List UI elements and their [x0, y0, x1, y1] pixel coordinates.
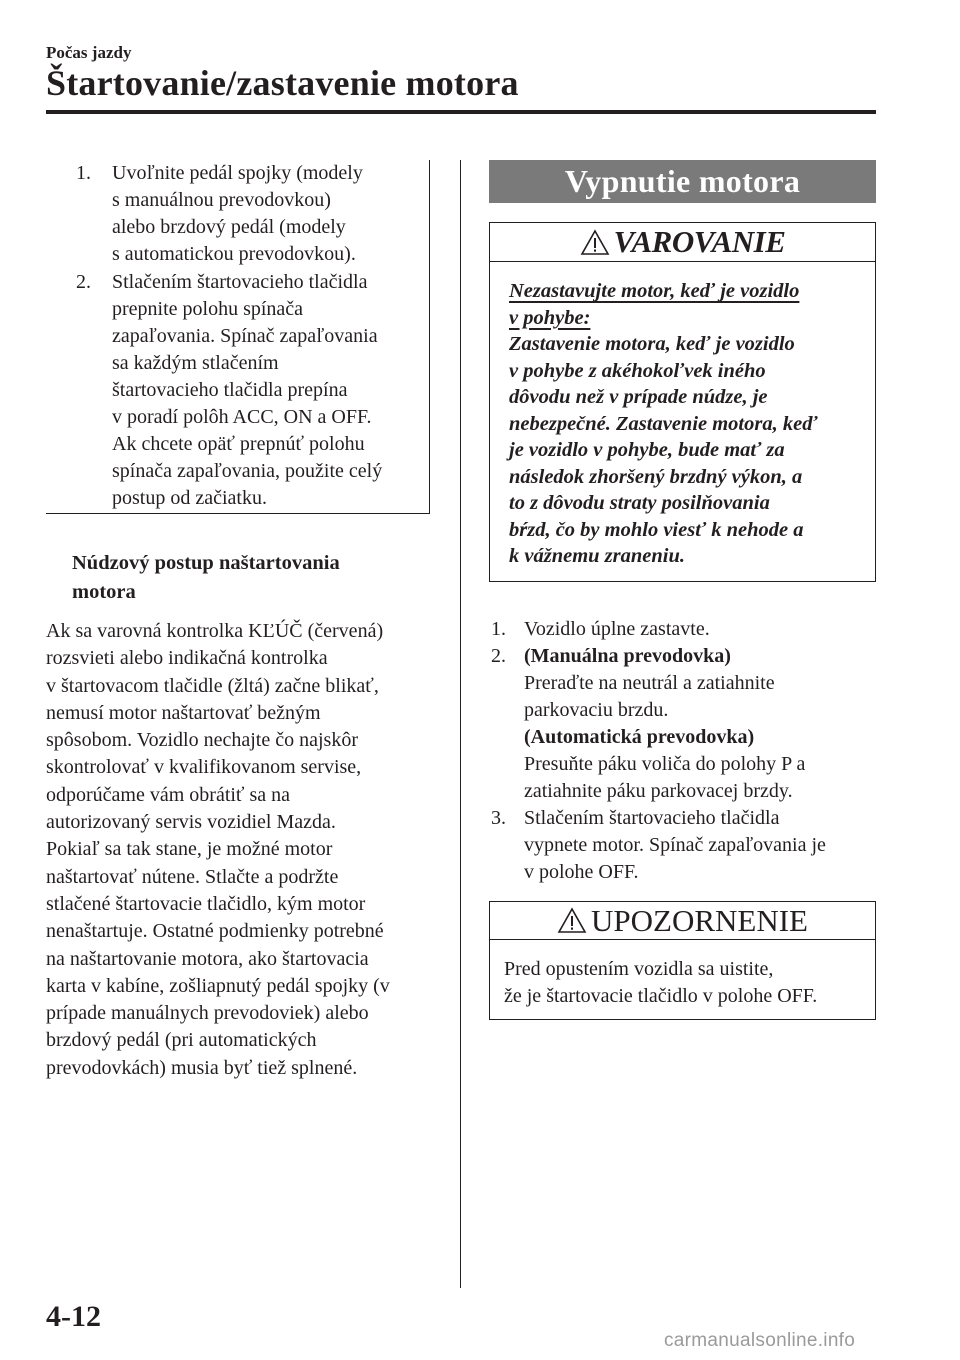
step-line: Stlačením štartovacieho tlačidla — [112, 271, 368, 293]
step-line: alebo brzdový pedál (modely — [112, 216, 346, 238]
step-line: prepnite polohu spínača — [112, 298, 304, 320]
step-number: 1. — [76, 162, 91, 184]
step-line: vypnete motor. Spínač zapaľovania je — [524, 834, 826, 856]
caution-box — [489, 901, 876, 1020]
step-line: Preraďte na neutrál a zatiahnite — [524, 672, 775, 694]
step-line: postup od začiatku. — [112, 487, 267, 509]
caution-header — [490, 902, 875, 940]
step-text — [524, 805, 864, 886]
emergency-start-paragraph — [46, 618, 430, 1082]
step-line: zatiahnite páku parkovacej brzdy. — [524, 780, 793, 802]
warning-line: dôvodu než v prípade núdze, je — [509, 386, 768, 408]
warning-underlined-line: v pohybe: — [509, 306, 591, 329]
paragraph-line: Ak sa varovná kontrolka KĽÚČ (červená) — [46, 620, 384, 642]
paragraph-line: karta v kabíne, zošliapnutý pedál spojky (v — [46, 974, 390, 997]
step-line: parkovaciu brzdu. — [524, 699, 669, 721]
column-divider — [460, 160, 461, 1288]
page-number: 4-12 — [46, 1300, 101, 1333]
step-line: Presuňte páku voliča do polohy P a — [524, 753, 806, 775]
caution-line: Pred opustením vozidla sa uistite, — [504, 958, 774, 980]
paragraph-line: naštartovať nútene. Stlačte a podržte — [46, 865, 339, 888]
chapter-label: Počas jazdy — [46, 43, 132, 62]
step-text — [112, 269, 422, 512]
warning-line: nebezpečné. Zastavenie motora, keď — [509, 412, 818, 435]
caution-triangle-icon — [557, 907, 587, 934]
step-line: sa každým stlačením — [112, 352, 279, 374]
step-number: 2. — [491, 645, 506, 667]
step-line: zapaľovania. Spínač zapaľovania — [112, 325, 378, 347]
step-line: v polohe OFF. — [524, 861, 639, 883]
paragraph-line: autorizovaný servis vozidiel Mazda. — [46, 811, 336, 834]
step-number: 2. — [76, 271, 91, 293]
warning-line: k vážnemu zraneniu. — [509, 545, 686, 567]
caution-label: UPOZORNENIE — [591, 902, 808, 938]
paragraph-line: rozsvieti alebo indikačná kontrolka — [46, 647, 328, 670]
paragraph-line: nenaštartuje. Ostatné podmienky potrebné — [46, 920, 384, 943]
watermark: carmanualsonline.info — [664, 1330, 856, 1351]
step-line: s manuálnou prevodovkou) — [112, 189, 331, 211]
step-number: 1. — [491, 618, 506, 640]
step-line: Ak chcete opäť prepnúť polohu — [112, 433, 365, 455]
warning-box — [489, 222, 876, 582]
caution-line: že je štartovacie tlačidlo v polohe OFF. — [504, 985, 818, 1007]
warning-label: VAROVANIE — [613, 224, 786, 259]
warning-triangle-icon — [580, 229, 610, 256]
step-line: Uvoľnite pedál spojky (modely — [112, 162, 363, 184]
warning-underlined-line: Nezastavujte motor, keď je vozidlo — [509, 280, 800, 302]
paragraph-line: spôsobom. Vozidlo nechajte čo najskôr — [46, 729, 358, 752]
warning-line: je vozidlo v pohybe, bude mať za — [509, 439, 785, 461]
warning-line: Zastavenie motora, keď je vozidlo — [509, 333, 795, 355]
step-line: v poradí polôh ACC, ON a OFF. — [112, 406, 372, 428]
emergency-start-heading: Núdzový postup naštartovania motora — [72, 552, 340, 603]
step-line: štartovacieho tlačidla prepína — [112, 379, 348, 401]
caution-content — [490, 940, 875, 1010]
step-text — [524, 643, 864, 805]
continued-steps-box — [46, 160, 430, 514]
warning-line: bŕzd, čo by mohlo viesť k nehode a — [509, 518, 804, 541]
paragraph-line: Pokiaľ sa tak stane, je možné motor — [46, 838, 333, 861]
paragraph-line: na naštartovanie motora, ako štartovacia — [46, 947, 369, 970]
paragraph-line: skontrolovať v kvalifikovanom servise, — [46, 756, 362, 779]
header-rule — [46, 110, 876, 114]
step-line: Stlačením štartovacieho tlačidla — [524, 807, 780, 829]
section-title: Vypnutie motora — [564, 163, 801, 199]
manual-transmission-heading: (Manuálna prevodovka) — [524, 645, 731, 667]
step-text — [112, 160, 422, 268]
warning-header — [490, 223, 875, 262]
page-title: Štartovanie/zastavenie motora — [46, 63, 519, 103]
warning-line: v pohybe z akéhokoľvek iného — [509, 359, 766, 382]
warning-content — [490, 262, 875, 570]
paragraph-line: prevodovkách) musia byť tiež splnené. — [46, 1056, 358, 1079]
paragraph-line: stlačené štartovacie tlačidlo, kým motor — [46, 892, 366, 915]
step-line: s automatickou prevodovkou). — [112, 243, 356, 265]
paragraph-line: prípade manuálnych prevodoviek) alebo — [46, 1002, 369, 1025]
paragraph-line: odporúčame vám obrátiť sa na — [46, 783, 291, 806]
paragraph-line: brzdový pedál (pri automatických — [46, 1029, 317, 1052]
section-banner — [489, 160, 876, 203]
step-number: 3. — [491, 807, 506, 829]
step-text: Vozidlo úplne zastavte. — [524, 618, 710, 640]
paragraph-line: v štartovacom tlačidle (žltá) začne blikať, — [46, 674, 379, 697]
step-line: spínača zapaľovania, použite celý — [112, 460, 383, 482]
warning-line: to z dôvodu straty posilňovania — [509, 492, 770, 514]
automatic-transmission-heading: (Automatická prevodovka) — [524, 726, 755, 748]
paragraph-line: nemusí motor naštartovať bežným — [46, 701, 321, 724]
warning-line: následok zhoršený brzdný výkon, a — [509, 465, 803, 488]
